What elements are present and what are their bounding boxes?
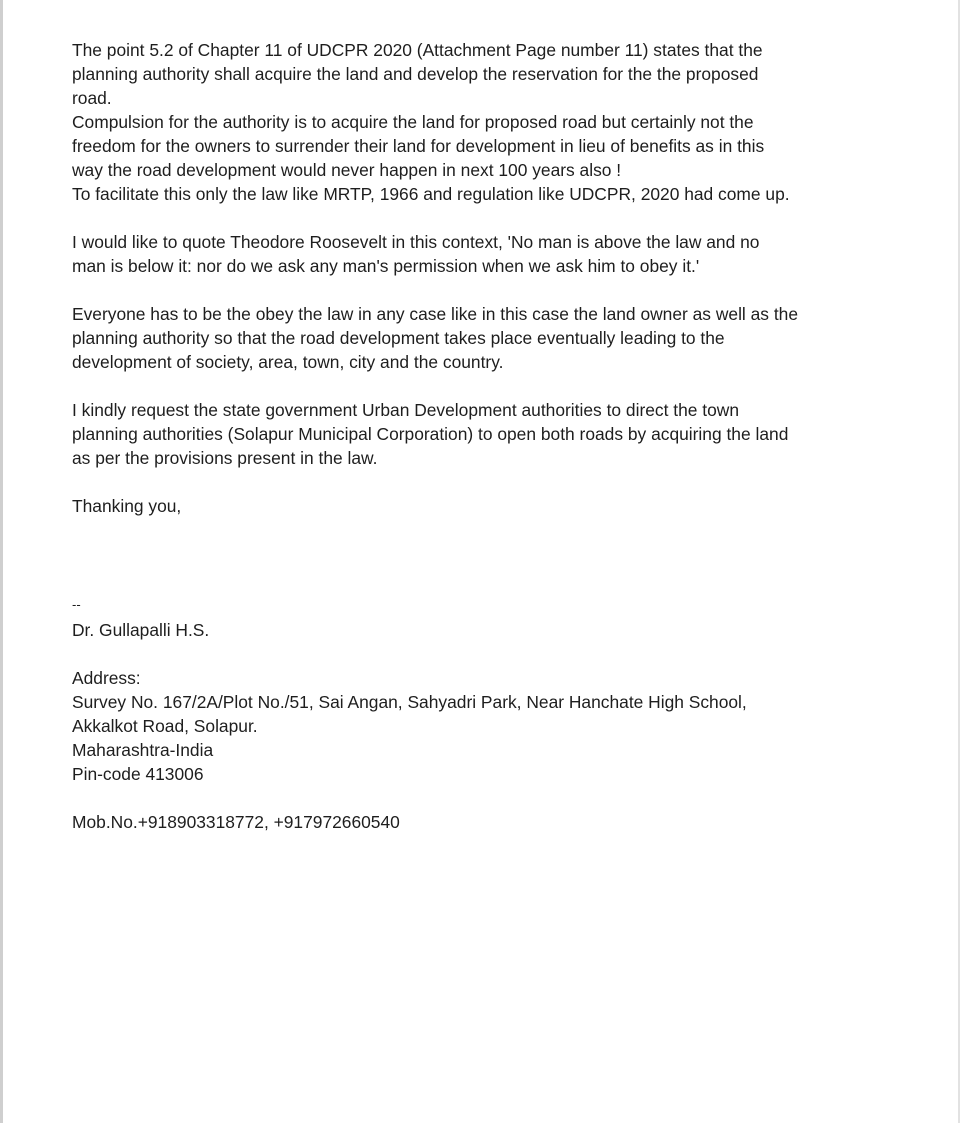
closing-salutation	[72, 494, 932, 518]
mobile-numbers	[72, 810, 932, 834]
text-line: planning authority shall acquire the land and develop the reservation for the the proposed	[72, 64, 759, 84]
paragraph-udcpr-point	[72, 38, 932, 206]
text-line: To facilitate this only the law like MRTP, 1966 and regulation like UDCPR, 2020 had come up.	[72, 184, 790, 204]
letter-body	[72, 38, 932, 834]
text-line: planning authority so that the road development takes place eventually leading to the	[72, 328, 725, 348]
text-line: Compulsion for the authority is to acquire the land for proposed road but certainly not the	[72, 112, 754, 132]
text-line: development of society, area, town, city and the country.	[72, 352, 504, 372]
paragraph-obey-law	[72, 302, 932, 374]
text-line: man is below it: nor do we ask any man's permission when we ask him to obey it.'	[72, 256, 700, 276]
address-line: Maharashtra-India	[72, 740, 214, 760]
text-line: way the road development would never happen in next 100 years also !	[72, 160, 622, 180]
text-line: planning authorities (Solapur Municipal Corporation) to open both roads by acquiring the land	[72, 424, 789, 444]
mobile-text: Mob.No.+918903318772, +917972660540	[72, 812, 400, 832]
page-left-edge	[0, 0, 3, 1123]
text-line: I kindly request the state government Urban Development authorities to direct the town	[72, 400, 740, 420]
address-line: Akkalkot Road, Solapur.	[72, 716, 258, 736]
text-line: The point 5.2 of Chapter 11 of UDCPR 2020 (Attachment Page number 11) states that the	[72, 40, 763, 60]
closing-text: Thanking you,	[72, 496, 182, 516]
signature-separator: --	[72, 597, 81, 612]
text-line: road.	[72, 88, 112, 108]
text-line: freedom for the owners to surrender their land for development in lieu of benefits as in this	[72, 136, 765, 156]
address-label: Address:	[72, 668, 141, 688]
paragraph-roosevelt-quote	[72, 230, 932, 278]
address-line: Pin-code 413006	[72, 764, 204, 784]
signer-block	[72, 618, 932, 642]
address-line: Survey No. 167/2A/Plot No./51, Sai Angan, Sahyadri Park, Near Hanchate High School,	[72, 692, 747, 712]
text-line: as per the provisions present in the law.	[72, 448, 378, 468]
text-line: Everyone has to be the obey the law in any case like in this case the land owner as well as the	[72, 304, 798, 324]
address-block	[72, 666, 932, 786]
paragraph-request	[72, 398, 932, 470]
signer-name: Dr. Gullapalli H.S.	[72, 620, 210, 640]
text-line: I would like to quote Theodore Roosevelt in this context, 'No man is above the law and no	[72, 232, 760, 252]
